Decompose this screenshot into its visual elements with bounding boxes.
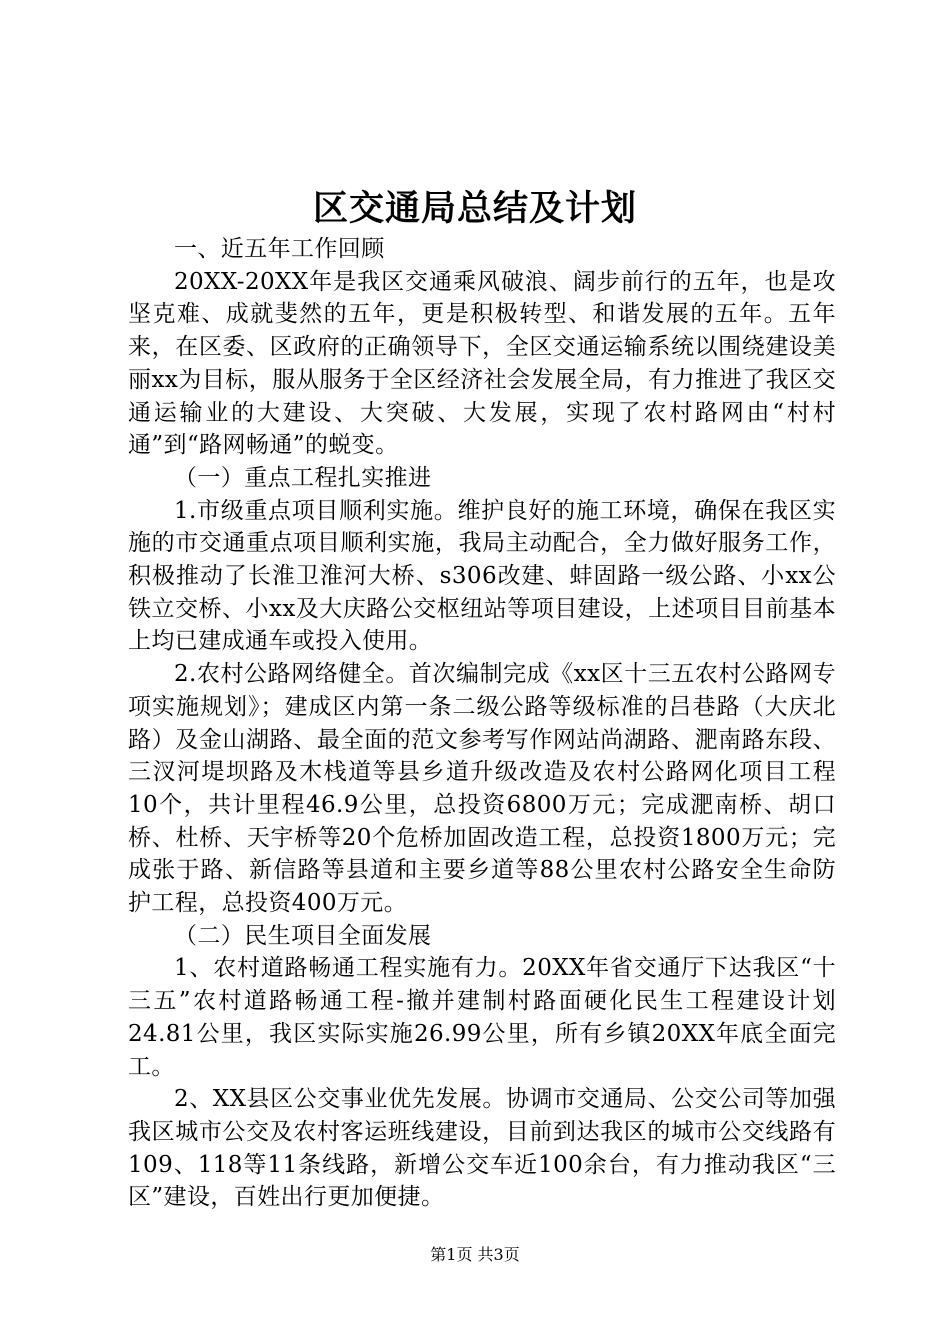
document-body	[128, 233, 836, 1214]
paragraph-overview: 20XX-20XX年是我区交通乘风破浪、阔步前行的五年，也是攻坚克难、成就斐然的五年，更是积极转型、和谐发展的五年。五年来，在区委、区政府的正确领导下，全区交通运输系统以围绕建设美丽xx为目标，服从服务于全区经济社会发展全局，有力推进了我区交通运输业的大建设、大突破、大发展，实现了农村路网由“村村通”到“路网畅通”的蜕变。	[128, 268, 836, 459]
section-heading-key-projects: （一）重点工程扎实推进	[174, 464, 432, 491]
section-heading-review: 一、近五年工作回顾	[174, 236, 385, 262]
page-title: 区交通局总结及计划	[312, 188, 637, 229]
section-heading-livelihood: （二）民生项目全面发展	[174, 922, 432, 949]
paragraph-city-projects: 1.市级重点项目顺利实施。维护良好的施工环境，确保在我区实施的市交通重点项目顺利实施，我局主动配合，全力做好服务工作，积极推动了长淮卫淮河大桥、s306改建、蚌固路一级公路、小xx公铁立交桥、小xx及大庆路公交枢纽站等项目建设，上述项目目前基本上均已建成通车或投入使用。	[128, 497, 836, 655]
paragraph-road-access: 1、农村道路畅通工程实施有力。20XX年省交通厅下达我区“十三五”农村道路畅通工程-撤并建制村路面硬化民生工程建设计划24.81公里，我区实际实施26.99公里，所有乡镇20XX年底全面完工。	[128, 955, 836, 1080]
paragraph-rural-roads: 2.农村公路网络健全。首次编制完成《xx区十三五农村公路网专项实施规划》；建成区内第一条二级公路等级标准的吕巷路（大庆北路）及金山湖路、最全面的范文参考写作网站尚湖路、淝南路东段、三汊河堤坝路及木栈道等县乡道升级改造及农村公路网化项目工程10个，共计里程46.9公里，总投资6800万元；完成淝南桥、胡口桥、杜桥、天宇桥等20个危桥加固改造工程，总投资1800万元；完成张于路、新信路等县道和主要乡道等88公里农村公路安全生命防护工程，总投资400万元。	[128, 661, 836, 917]
paragraph-public-transit: 2、XX县区公交事业优先发展。协调市交通局、公交公司等加强我区城市公交及农村客运班线建设，目前到达我区的城市公交线路有109、118等11条线路，新增公交车近100余台，有力推动我区“三区”建设，百姓出行更加便捷。	[128, 1086, 836, 1211]
page-number: 第1页 共3页	[430, 1245, 520, 1264]
